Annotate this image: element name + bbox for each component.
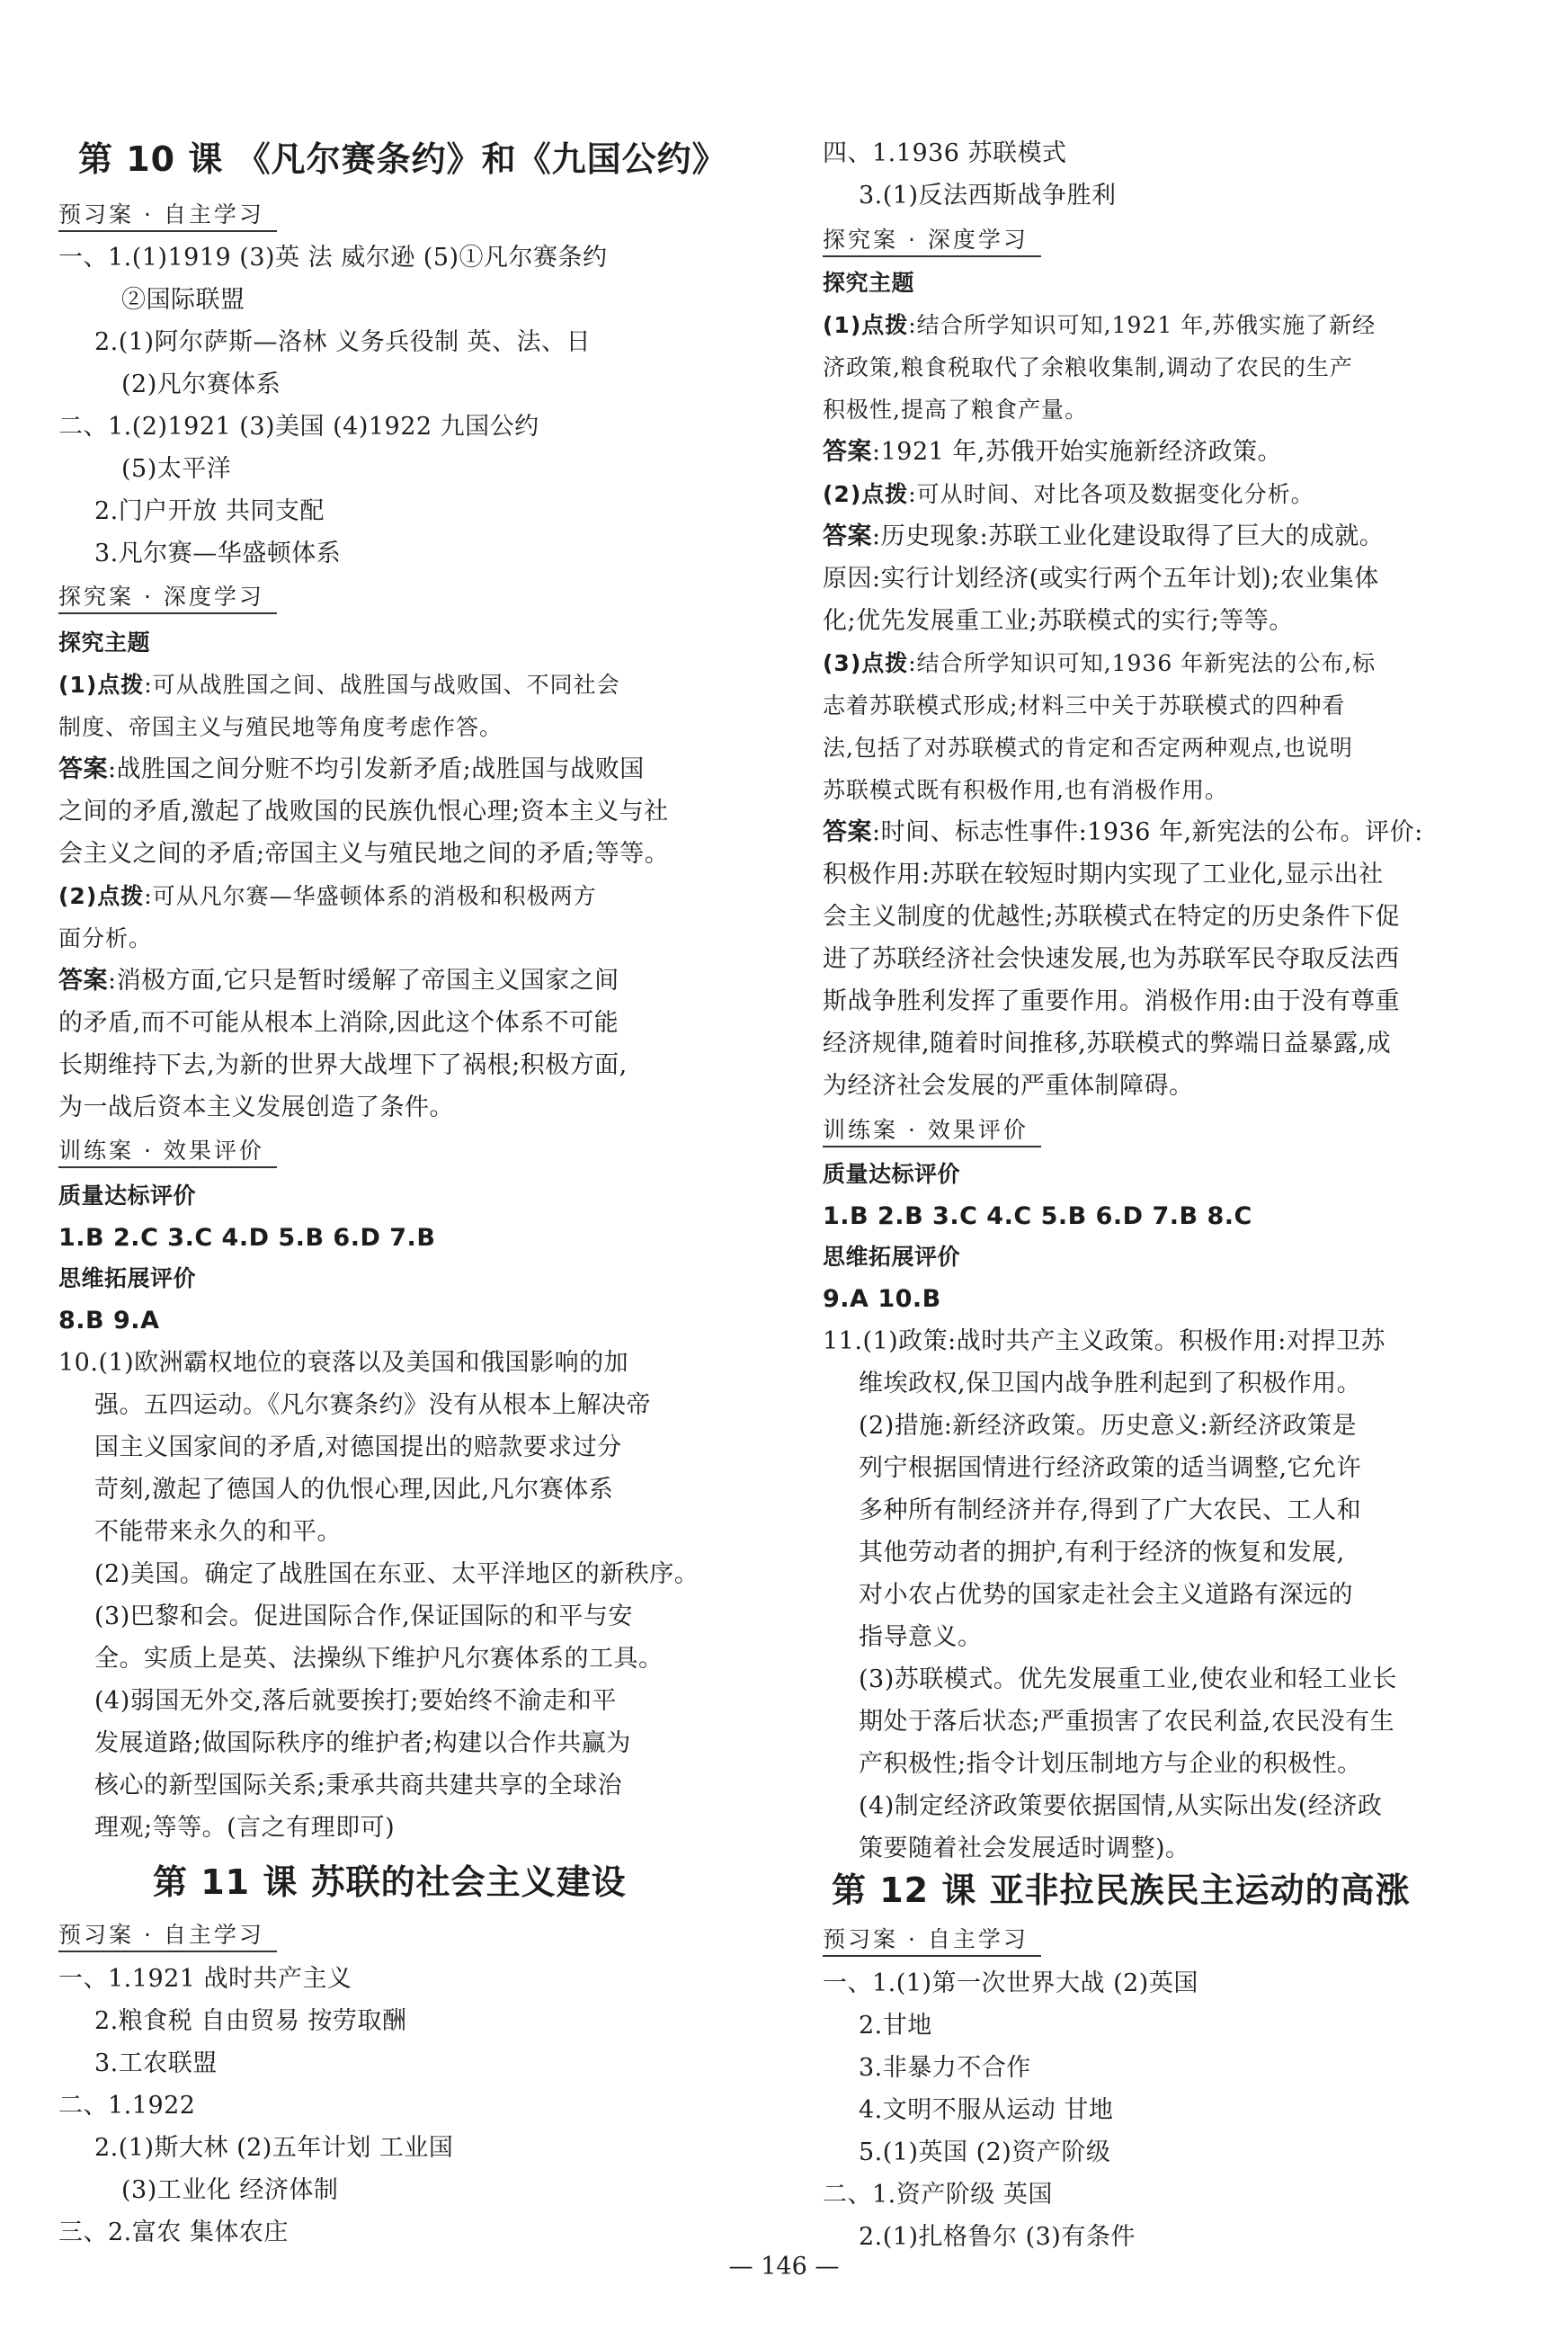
quality-eval-answers: 1.B 2.C 3.C 4.D 5.B 6.D 7.B xyxy=(58,1224,436,1252)
answer-line: 列宁根据国情进行经济政策的适当调整,它允许 xyxy=(859,1454,1362,1482)
answer-line: 国主义国家间的矛盾,对德国提出的赔款要求过分 xyxy=(94,1433,622,1461)
answer-line: 三、2.富农 集体农庄 xyxy=(58,2219,289,2246)
answer-line: 一、1.(1)第一次世界大战 (2)英国 xyxy=(823,1969,1198,1997)
answer-line: 期处于落后状态;严重损害了农民利益,农民没有生 xyxy=(859,1708,1395,1736)
answer-line: 产积极性;指令计划压制地方与企业的积极性。 xyxy=(859,1750,1362,1778)
answer-line: 多种所有制经济并存,得到了广大农民、工人和 xyxy=(859,1496,1362,1524)
answer-line: 指导意义。 xyxy=(859,1623,983,1651)
hint-line: 法,包括了对苏联模式的肯定和否定两种观点,也说明 xyxy=(823,735,1353,761)
quality-eval-answers: 1.B 2.B 3.C 4.C 5.B 6.D 7.B 8.C xyxy=(823,1202,1252,1230)
answer-line: 不能带来永久的和平。 xyxy=(94,1518,342,1546)
answer-line: 四、1.1936 苏联模式 xyxy=(823,139,1067,167)
lesson-11-explore-header: 探究案 · 深度学习 xyxy=(823,225,1041,257)
thinking-eval-title: 思维拓展评价 xyxy=(58,1265,197,1291)
answer-line: 一、1.(1)1919 (3)英 法 威尔逊 (5)①凡尔赛条约 xyxy=(58,244,608,272)
answer-line: 积极作用:苏联在较短时期内实现了工业化,显示出社 xyxy=(823,861,1384,888)
answer-line: 苛刻,激起了德国人的仇恨心理,因此,凡尔赛体系 xyxy=(94,1476,614,1504)
answer-line: 会主义之间的矛盾;帝国主义与殖民地之间的矛盾;等等。 xyxy=(58,840,670,868)
answer-line: 斯战争胜利发挥了重要作用。消极作用:由于没有尊重 xyxy=(823,987,1401,1015)
answer-line: (3)巴黎和会。促进国际合作,保证国际的和平与安 xyxy=(94,1603,633,1630)
answer-line: 答案:战胜国之间分赃不均引发新矛盾;战胜国与战败国 xyxy=(58,755,645,783)
lesson-11-train-header: 训练案 · 效果评价 xyxy=(823,1115,1041,1147)
hint-line: 志着苏联模式形成;材料三中关于苏联模式的四种看 xyxy=(823,692,1346,719)
thinking-eval-title: 思维拓展评价 xyxy=(823,1244,961,1270)
answer-line: 2.(1)阿尔萨斯—洛林 义务兵役制 英、法、日 xyxy=(94,328,592,356)
answer-line: (4)制定经济政策要依据国情,从实际出发(经济政 xyxy=(859,1792,1383,1820)
answer-line: 2.甘地 xyxy=(859,2012,932,2040)
quality-eval-title: 质量达标评价 xyxy=(58,1183,197,1209)
answer-line: (2)措施:新经济政策。历史意义:新经济政策是 xyxy=(859,1412,1357,1440)
answer-line: 化;优先发展重工业;苏联模式的实行;等等。 xyxy=(823,607,1294,635)
answer-line: 原因:实行计划经济(或实行两个五年计划);农业集体 xyxy=(823,565,1379,593)
explore-topic-title: 探究主题 xyxy=(58,629,151,656)
hint-line: (1)点拨:可从战胜国之间、战胜国与战败国、不同社会 xyxy=(58,672,620,698)
answer-line: 维埃政权,保卫国内战争胜利起到了积极作用。 xyxy=(859,1370,1362,1397)
hint-line: 济政策,粮食税取代了余粮收集制,调动了农民的生产 xyxy=(823,354,1353,380)
answer-line: 长期维持下去,为新的世界大战埋下了祸根;积极方面, xyxy=(58,1051,628,1079)
answer-line: 进了苏联经济社会快速发展,也为苏联军民夺取反法西 xyxy=(823,945,1400,973)
answer-line: 答案:1921 年,苏俄开始实施新经济政策。 xyxy=(823,438,1282,466)
thinking-eval-answers: 8.B 9.A xyxy=(58,1307,160,1335)
answer-line: 3.工农联盟 xyxy=(94,2049,218,2077)
answer-line: 其他劳动者的拥护,有利于经济的恢复和发展, xyxy=(859,1539,1345,1567)
answer-line: 核心的新型国际关系;秉承共商共建共享的全球治 xyxy=(94,1772,623,1799)
answer-line: (2)美国。确定了战胜国在东亚、太平洋地区的新秩序。 xyxy=(94,1560,699,1588)
answer-line: 答案:历史现象:苏联工业化建设取得了巨大的成就。 xyxy=(823,522,1385,550)
answer-line: 的矛盾,而不可能从根本上消除,因此这个体系不可能 xyxy=(58,1009,619,1037)
answer-line: 为经济社会发展的严重体制障碍。 xyxy=(823,1072,1194,1100)
lesson-12-preview-header: 预习案 · 自主学习 xyxy=(823,1924,1041,1957)
thinking-eval-answers: 9.A 10.B xyxy=(823,1285,941,1313)
answer-line: 2.粮食税 自由贸易 按劳取酬 xyxy=(94,2007,407,2035)
answer-line: (5)太平洋 xyxy=(121,455,232,483)
explore-topic-title: 探究主题 xyxy=(823,270,915,296)
answer-line: 答案:时间、标志性事件:1936 年,新宪法的公布。评价: xyxy=(823,818,1423,846)
lesson-11-title: 第 11 课 苏联的社会主义建设 xyxy=(153,1862,627,1902)
quality-eval-title: 质量达标评价 xyxy=(823,1161,961,1187)
hint-line: 制度、帝国主义与殖民地等角度考虑作答。 xyxy=(58,714,503,740)
answer-line: 二、1.(2)1921 (3)美国 (4)1922 九国公约 xyxy=(58,413,539,441)
answer-line: 3.(1)反法西斯战争胜利 xyxy=(859,182,1117,210)
hint-line: 苏联模式既有积极作用,也有消极作用。 xyxy=(823,777,1228,803)
answer-line: 10.(1)欧洲霸权地位的衰落以及美国和俄国影响的加 xyxy=(58,1349,629,1377)
hint-line: (2)点拨:可从凡尔赛—华盛顿体系的消极和积极两方 xyxy=(58,883,597,909)
lesson-10-title: 第 10 课 《凡尔赛条约》和《九国公约》 xyxy=(78,139,727,179)
answer-line: 全。实质上是英、法操纵下维护凡尔赛体系的工具。 xyxy=(94,1645,664,1673)
lesson-10-preview-header: 预习案 · 自主学习 xyxy=(58,200,277,232)
answer-line: (3)苏联模式。优先发展重工业,使农业和轻工业长 xyxy=(859,1665,1397,1693)
answer-line: 强。五四运动。《凡尔赛条约》没有从根本上解决帝 xyxy=(94,1391,651,1419)
page-number: — 146 — xyxy=(728,2253,840,2281)
hint-line: (2)点拨:可从时间、对比各项及数据变化分析。 xyxy=(823,481,1314,507)
answer-line: 3.非暴力不合作 xyxy=(859,2054,1031,2082)
answer-line: 会主义制度的优越性;苏联模式在特定的历史条件下促 xyxy=(823,903,1401,931)
answer-line: 经济规律,随着时间推移,苏联模式的弊端日益暴露,成 xyxy=(823,1030,1392,1058)
answer-line: 5.(1)英国 (2)资产阶级 xyxy=(859,2138,1111,2166)
hint-line: (3)点拨:结合所学知识可知,1936 年新宪法的公布,标 xyxy=(823,650,1376,676)
answer-line: (3)工业化 经济体制 xyxy=(121,2176,339,2204)
hint-line: 面分析。 xyxy=(58,925,153,951)
answer-line: 二、1.1922 xyxy=(58,2092,196,2120)
answer-line: 二、1.资产阶级 英国 xyxy=(823,2181,1053,2209)
answer-line: (2)凡尔赛体系 xyxy=(121,371,281,398)
answer-line: 为一战后资本主义发展创造了条件。 xyxy=(58,1094,454,1121)
answer-line: 4.文明不服从运动 甘地 xyxy=(859,2096,1114,2124)
answer-line: 2.门户开放 共同支配 xyxy=(94,497,325,525)
answer-line: 对小农占优势的国家走社会主义道路有深远的 xyxy=(859,1581,1353,1609)
answer-line: 2.(1)斯大林 (2)五年计划 工业国 xyxy=(94,2134,454,2162)
answer-line: 11.(1)政策:战时共产主义政策。积极作用:对捍卫苏 xyxy=(823,1327,1385,1355)
answer-line: 2.(1)扎格鲁尔 (3)有条件 xyxy=(859,2223,1136,2251)
lesson-11-preview-header: 预习案 · 自主学习 xyxy=(58,1920,277,1952)
hint-line: (1)点拨:结合所学知识可知,1921 年,苏俄实施了新经 xyxy=(823,312,1376,338)
answer-line: 一、1.1921 战时共产主义 xyxy=(58,1965,352,1993)
answer-line: 答案:消极方面,它只是暂时缓解了帝国主义国家之间 xyxy=(58,967,619,995)
hint-line: 积极性,提高了粮食产量。 xyxy=(823,397,1088,423)
answer-line: 理观;等等。(言之有理即可) xyxy=(94,1814,396,1842)
answer-line: (4)弱国无外交,落后就要挨打;要始终不渝走和平 xyxy=(94,1687,617,1715)
lesson-10-explore-header: 探究案 · 深度学习 xyxy=(58,582,277,614)
answer-line: 3.凡尔赛—华盛顿体系 xyxy=(94,540,342,567)
answer-line: 之间的矛盾,激起了战败国的民族仇恨心理;资本主义与社 xyxy=(58,798,669,826)
answer-line: 发展道路;做国际秩序的维护者;构建以合作共赢为 xyxy=(94,1729,631,1757)
answer-line: ②国际联盟 xyxy=(121,286,245,314)
lesson-12-title: 第 12 课 亚非拉民族民主运动的高涨 xyxy=(832,1870,1411,1910)
answer-line: 策要随着社会发展适时调整)。 xyxy=(859,1835,1190,1862)
lesson-10-train-header: 训练案 · 效果评价 xyxy=(58,1136,277,1168)
